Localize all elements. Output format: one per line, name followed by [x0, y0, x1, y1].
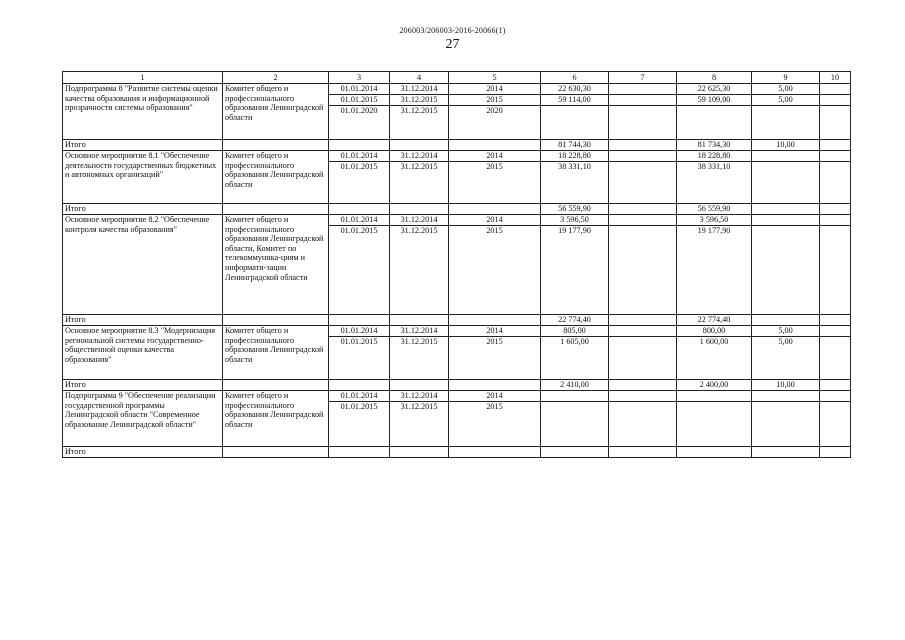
total-funding-cell: 805,00 [541, 326, 609, 337]
local-funding-cell [752, 226, 820, 315]
column-header: 9 [752, 72, 820, 84]
regional-funding-cell: 18 228,80 [677, 151, 752, 162]
executor-cell: Комитет общего и профессионального образования Ленинградской области [223, 151, 329, 204]
regional-funding-cell: 56 559,90 [677, 204, 752, 215]
year-cell: 2015 [449, 337, 541, 380]
year-cell: 2015 [449, 95, 541, 106]
local-funding-cell: 5,00 [752, 337, 820, 380]
regional-funding-cell [677, 402, 752, 447]
table-row [63, 391, 851, 402]
start-date-cell: 01.01.2014 [329, 215, 390, 226]
empty-cell [390, 315, 449, 326]
empty-cell [390, 380, 449, 391]
local-funding-cell [752, 447, 820, 458]
program-table [62, 71, 851, 458]
start-date-cell: 01.01.2020 [329, 106, 390, 140]
local-funding-cell [752, 151, 820, 162]
other-funding-cell [820, 95, 851, 106]
program-name-cell: Подпрограмма 8 "Развитие системы оценки качества образования и информационной прозрачности системы образования" [63, 84, 223, 140]
other-funding-cell [820, 204, 851, 215]
total-funding-cell: 3 596,50 [541, 215, 609, 226]
start-date-cell: 01.01.2014 [329, 326, 390, 337]
regional-funding-cell: 38 331,10 [677, 162, 752, 204]
total-funding-cell: 22 630,30 [541, 84, 609, 95]
column-header: 8 [677, 72, 752, 84]
empty-cell [223, 315, 329, 326]
federal-funding-cell [609, 315, 677, 326]
empty-cell [329, 315, 390, 326]
total-label-cell: Итого [63, 447, 223, 458]
total-row [63, 140, 851, 151]
local-funding-cell [752, 391, 820, 402]
table-row [63, 215, 851, 226]
other-funding-cell [820, 140, 851, 151]
federal-funding-cell [609, 215, 677, 226]
year-cell: 2015 [449, 226, 541, 315]
empty-cell [449, 315, 541, 326]
end-date-cell: 31.12.2015 [390, 162, 449, 204]
end-date-cell: 31.12.2014 [390, 391, 449, 402]
empty-cell [390, 204, 449, 215]
start-date-cell: 01.01.2015 [329, 226, 390, 315]
empty-cell [329, 447, 390, 458]
total-label-cell: Итого [63, 315, 223, 326]
regional-funding-cell: 1 600,00 [677, 337, 752, 380]
program-name-cell: Основное мероприятие 8.2 "Обеспечение контроля качества образования" [63, 215, 223, 315]
total-funding-cell: 38 331,10 [541, 162, 609, 204]
regional-funding-cell: 2 400,00 [677, 380, 752, 391]
end-date-cell: 31.12.2015 [390, 95, 449, 106]
program-name-cell: Основное мероприятие 8.3 "Модернизация региональной системы государственно-общественной оценки качества образования" [63, 326, 223, 380]
federal-funding-cell [609, 140, 677, 151]
column-header: 3 [329, 72, 390, 84]
start-date-cell: 01.01.2015 [329, 337, 390, 380]
year-cell: 2014 [449, 84, 541, 95]
federal-funding-cell [609, 447, 677, 458]
empty-cell [449, 447, 541, 458]
empty-cell [329, 204, 390, 215]
end-date-cell: 31.12.2015 [390, 226, 449, 315]
regional-funding-cell: 19 177,90 [677, 226, 752, 315]
other-funding-cell [820, 326, 851, 337]
start-date-cell: 01.01.2015 [329, 402, 390, 447]
empty-cell [449, 204, 541, 215]
total-funding-cell: 19 177,90 [541, 226, 609, 315]
total-label-cell: Итого [63, 140, 223, 151]
end-date-cell: 31.12.2014 [390, 151, 449, 162]
empty-cell [329, 380, 390, 391]
executor-cell: Комитет общего и профессионального образования Ленинградской области [223, 391, 329, 447]
regional-funding-cell: 22 774,40 [677, 315, 752, 326]
executor-cell: Комитет общего и профессионального образования Ленинградской области, Комитет по телекоммуника-циям и информати-зации Ленинградской области [223, 215, 329, 315]
federal-funding-cell [609, 151, 677, 162]
end-date-cell: 31.12.2015 [390, 402, 449, 447]
total-funding-cell [541, 447, 609, 458]
other-funding-cell [820, 215, 851, 226]
federal-funding-cell [609, 204, 677, 215]
end-date-cell: 31.12.2015 [390, 337, 449, 380]
total-label-cell: Итого [63, 380, 223, 391]
year-cell: 2020 [449, 106, 541, 140]
other-funding-cell [820, 380, 851, 391]
start-date-cell: 01.01.2014 [329, 391, 390, 402]
program-name-cell: Основное мероприятие 8.1 "Обеспечение деятельности государственных бюджетных и автономных организаций" [63, 151, 223, 204]
federal-funding-cell [609, 95, 677, 106]
other-funding-cell [820, 151, 851, 162]
empty-cell [223, 380, 329, 391]
empty-cell [329, 140, 390, 151]
column-header: 10 [820, 72, 851, 84]
federal-funding-cell [609, 326, 677, 337]
regional-funding-cell: 800,00 [677, 326, 752, 337]
empty-cell [223, 447, 329, 458]
start-date-cell: 01.01.2015 [329, 162, 390, 204]
start-date-cell: 01.01.2014 [329, 151, 390, 162]
local-funding-cell [752, 402, 820, 447]
empty-cell [449, 140, 541, 151]
total-row [63, 315, 851, 326]
regional-funding-cell: 81 734,30 [677, 140, 752, 151]
federal-funding-cell [609, 380, 677, 391]
year-cell: 2015 [449, 402, 541, 447]
empty-cell [223, 204, 329, 215]
local-funding-cell: 10,00 [752, 380, 820, 391]
federal-funding-cell [609, 84, 677, 95]
start-date-cell: 01.01.2014 [329, 84, 390, 95]
end-date-cell: 31.12.2014 [390, 215, 449, 226]
local-funding-cell [752, 215, 820, 226]
page-number: 27 [445, 37, 460, 52]
empty-cell [390, 140, 449, 151]
program-name-cell: Подпрограмма 9 "Обеспечение реализации государственной программы Ленинградской области "Современное образование Ленинградской области" [63, 391, 223, 447]
empty-cell [223, 140, 329, 151]
other-funding-cell [820, 106, 851, 140]
other-funding-cell [820, 402, 851, 447]
total-funding-cell [541, 106, 609, 140]
total-funding-cell: 56 559,90 [541, 204, 609, 215]
column-header-row [63, 72, 851, 84]
executor-cell: Комитет общего и профессионального образования Ленинградской области [223, 84, 329, 140]
federal-funding-cell [609, 226, 677, 315]
year-cell: 2014 [449, 391, 541, 402]
column-header: 2 [223, 72, 329, 84]
column-header: 6 [541, 72, 609, 84]
federal-funding-cell [609, 402, 677, 447]
total-funding-cell: 18 228,80 [541, 151, 609, 162]
local-funding-cell: 5,00 [752, 84, 820, 95]
table-row [63, 84, 851, 95]
local-funding-cell [752, 162, 820, 204]
total-funding-cell [541, 402, 609, 447]
year-cell: 2014 [449, 326, 541, 337]
other-funding-cell [820, 84, 851, 95]
total-funding-cell [541, 391, 609, 402]
year-cell: 2014 [449, 151, 541, 162]
regional-funding-cell: 59 109,00 [677, 95, 752, 106]
end-date-cell: 31.12.2014 [390, 84, 449, 95]
local-funding-cell: 10,00 [752, 140, 820, 151]
table-row [63, 151, 851, 162]
total-row [63, 447, 851, 458]
total-funding-cell: 22 774,40 [541, 315, 609, 326]
other-funding-cell [820, 226, 851, 315]
federal-funding-cell [609, 106, 677, 140]
federal-funding-cell [609, 391, 677, 402]
start-date-cell: 01.01.2015 [329, 95, 390, 106]
regional-funding-cell: 22 625,30 [677, 84, 752, 95]
other-funding-cell [820, 315, 851, 326]
federal-funding-cell [609, 162, 677, 204]
year-cell: 2015 [449, 162, 541, 204]
executor-cell: Комитет общего и профессионального образования Ленинградской области [223, 326, 329, 380]
regional-funding-cell [677, 447, 752, 458]
total-row [63, 204, 851, 215]
total-funding-cell: 81 744,30 [541, 140, 609, 151]
total-funding-cell: 59 114,00 [541, 95, 609, 106]
column-header: 7 [609, 72, 677, 84]
regional-funding-cell [677, 391, 752, 402]
other-funding-cell [820, 337, 851, 380]
local-funding-cell [752, 204, 820, 215]
total-row [63, 380, 851, 391]
total-label-cell: Итого [63, 204, 223, 215]
year-cell: 2014 [449, 215, 541, 226]
other-funding-cell [820, 447, 851, 458]
local-funding-cell [752, 106, 820, 140]
regional-funding-cell [677, 106, 752, 140]
local-funding-cell: 5,00 [752, 326, 820, 337]
table-row [63, 326, 851, 337]
local-funding-cell [752, 315, 820, 326]
column-header: 1 [63, 72, 223, 84]
federal-funding-cell [609, 337, 677, 380]
end-date-cell: 31.12.2014 [390, 326, 449, 337]
local-funding-cell: 5,00 [752, 95, 820, 106]
other-funding-cell [820, 162, 851, 204]
document-id: 206003/206003-2016-20066(1) [399, 26, 506, 35]
other-funding-cell [820, 391, 851, 402]
column-header: 5 [449, 72, 541, 84]
total-funding-cell: 1 605,00 [541, 337, 609, 380]
end-date-cell: 31.12.2015 [390, 106, 449, 140]
empty-cell [449, 380, 541, 391]
empty-cell [390, 447, 449, 458]
total-funding-cell: 2 410,00 [541, 380, 609, 391]
regional-funding-cell: 3 596,50 [677, 215, 752, 226]
column-header: 4 [390, 72, 449, 84]
